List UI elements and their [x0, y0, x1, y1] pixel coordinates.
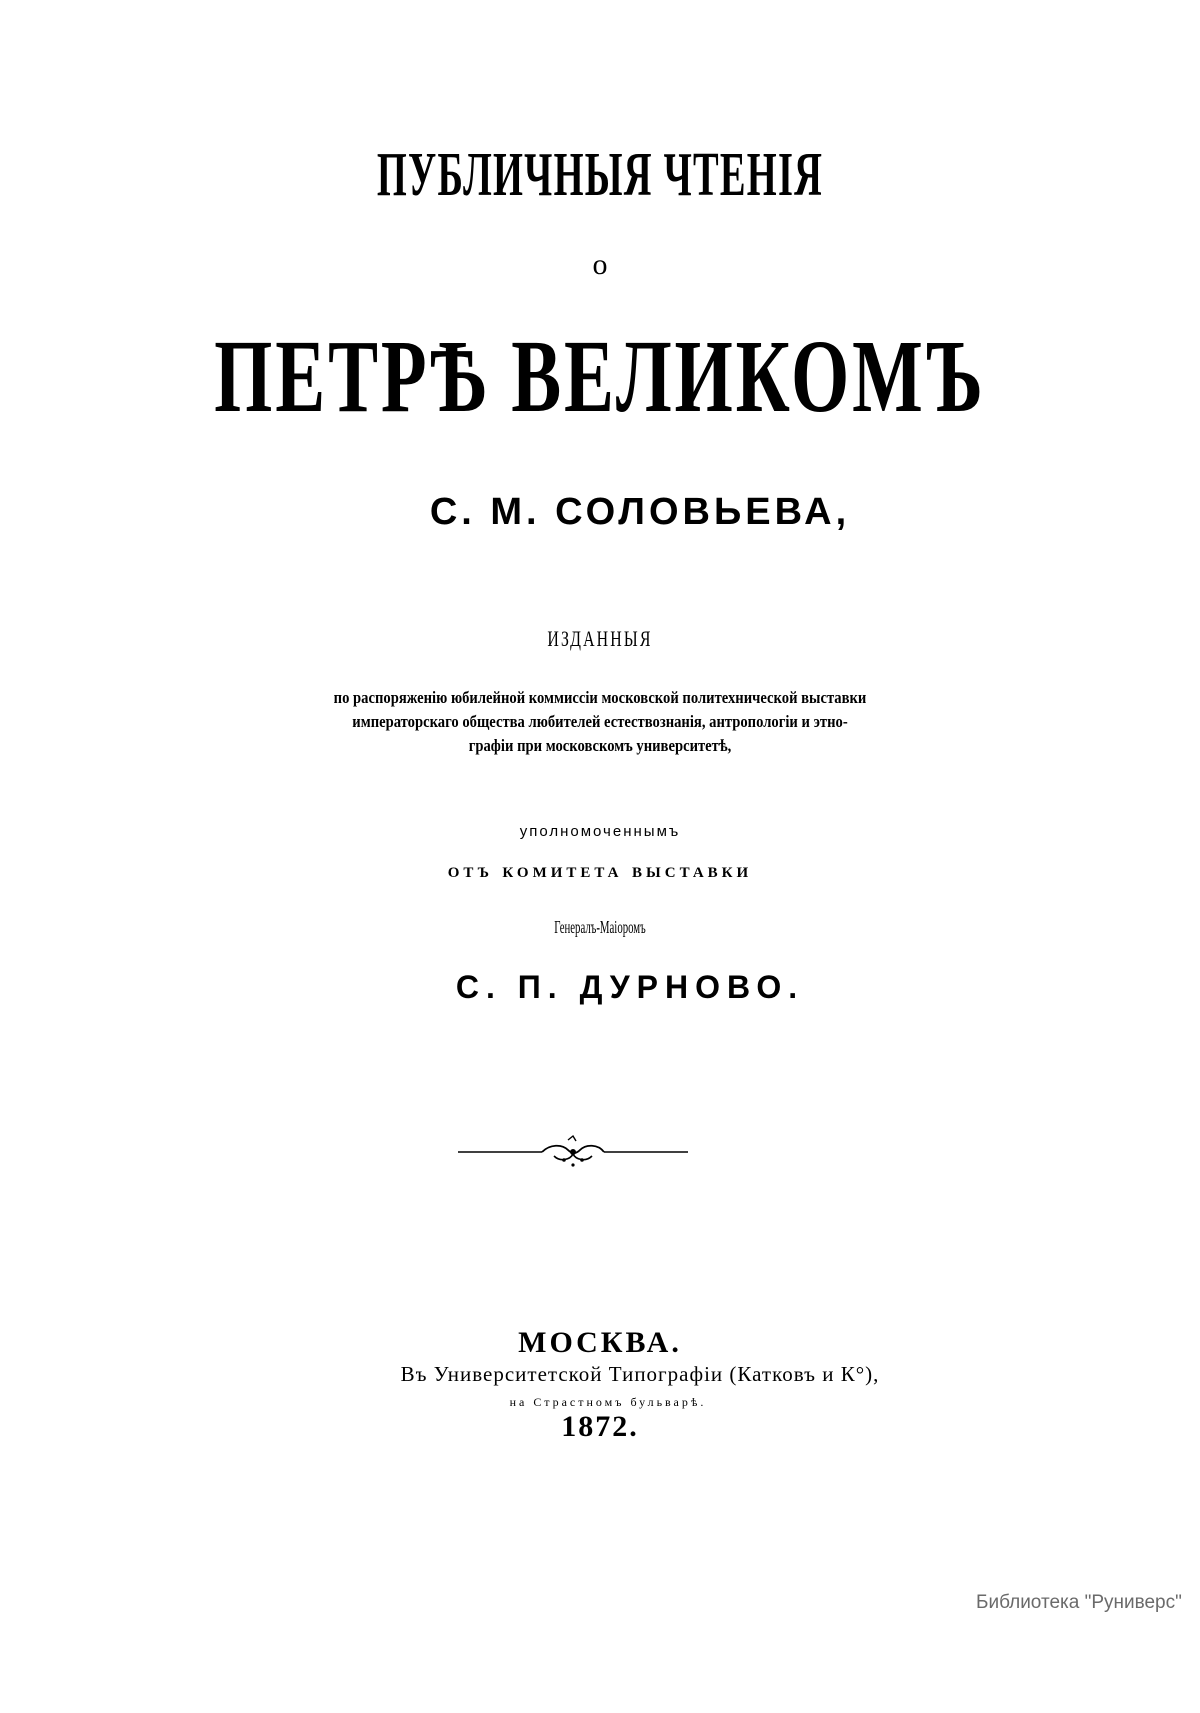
- issued-label: ИЗДАННЫЯ: [547, 626, 653, 651]
- order-line-1: по распоряженію юбилейной коммиссіи московской политехнической выставки: [333, 688, 867, 707]
- order-line-2: императорскаго общества любителей естествознанія, антропологіи и этно-: [352, 712, 848, 731]
- imprint-city: МОСКВА.: [518, 1326, 682, 1359]
- empowered-label: уполномоченнымъ: [519, 823, 681, 840]
- title-connector: о: [592, 248, 608, 281]
- rank-label: Генералъ-Маіоромъ: [554, 917, 646, 937]
- fleuron-ornament-icon: [458, 1134, 688, 1170]
- imprint-year: 1872.: [561, 1410, 639, 1443]
- publisher-person: С. П. ДУРНОВО.: [455, 969, 805, 1005]
- author-name: С. М. СОЛОВЬЕВА,: [429, 491, 851, 533]
- main-title-line-1: ПУБЛИЧНЫЯ ЧТЕНІЯ: [376, 141, 824, 209]
- library-watermark: Библиотека "Руниверс": [976, 1592, 1182, 1613]
- imprint-printer: Въ Университетской Типографіи (Катковъ и К°),: [400, 1362, 880, 1386]
- committee-line: отъ комитета выставки: [447, 857, 753, 882]
- imprint-street: на Страстномъ бульварѣ.: [509, 1395, 707, 1409]
- main-title-line-2: ПЕТРѢ ВЕЛИКОМЪ: [214, 319, 986, 434]
- order-line-3: графіи при московскомъ университетѣ,: [468, 736, 732, 755]
- publication-order: [84, 686, 1116, 758]
